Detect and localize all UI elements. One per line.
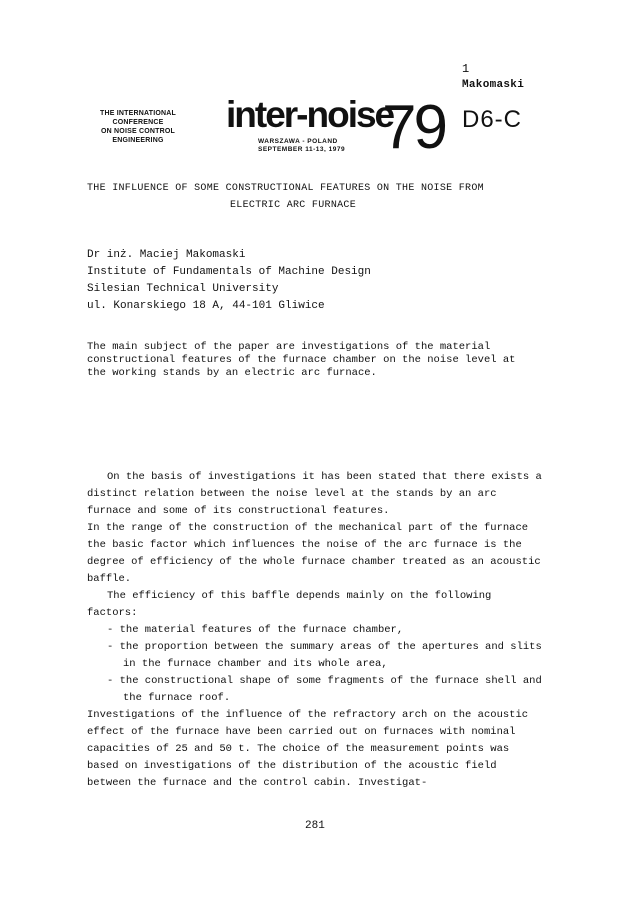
page-number-top: 1 [462, 62, 470, 76]
conference-org [88, 109, 188, 145]
author-address: ul. Konarskiego 18 A, 44-101 Gliwice [87, 300, 325, 312]
conference-org-line: THE INTERNATIONAL [100, 110, 176, 117]
conference-org-line: ENGINEERING [112, 137, 164, 144]
body-paragraph: Investigations of the influence of the refractory arch on the acoustic effect of the furnace have been carried out on furnaces with nominal capacities of 25 and 50 t. The choice of the measurement points was based on investigations of the distribution of the acoustic field between the furnace and the control cabin. Investigat- [87, 709, 529, 789]
body-paragraph: The efficiency of this baffle depends mainly on the following factors: [87, 590, 492, 619]
body-paragraph: On the basis of investigations it has been stated that there exists a distinct relation between the noise level at the stands by an arc furnace and some of its constructional features. [87, 471, 542, 517]
session-code: D6-C [462, 106, 523, 133]
paper-title-line1: THE INFLUENCE OF SOME CONSTRUCTIONAL FEATURES ON THE NOISE FROM [87, 183, 484, 194]
list-item: - the constructional shape of some fragments of the furnace shell and the furnace roof. [107, 675, 542, 704]
conference-org-line: CONFERENCE [112, 119, 164, 126]
conference-year: 79 [382, 93, 445, 162]
page-number-bottom: 281 [305, 820, 325, 832]
conference-location-line: SEPTEMBER 11-13, 1979 [258, 146, 346, 153]
conference-location [258, 138, 345, 154]
abstract: The main subject of the paper are investigations of the material constructional features of the furnace chamber on the noise level at the working stands by an electric arc furnace. [87, 341, 516, 379]
author-name: Dr inż. Maciej Makomaski [87, 249, 246, 261]
author-affiliation: Silesian Technical University [87, 283, 279, 295]
running-author: Makomaski [462, 79, 525, 91]
author-block [87, 247, 371, 315]
list-item: - the material features of the furnace chamber, [107, 624, 404, 636]
body-text [87, 469, 542, 792]
conference-logo: inter-noise [226, 94, 394, 135]
list-item: - the proportion between the summary areas of the apertures and slits in the furnace chamber and its whole area, [107, 641, 542, 670]
paper-title-line2: ELECTRIC ARC FURNACE [230, 200, 357, 211]
conference-location-line: WARSZAWA - POLAND [258, 138, 338, 145]
body-paragraph: In the range of the construction of the mechanical part of the furnace the basic factor which influences the noise of the arc furnace is the degree of efficiency of the whole furnace chamber treated as an acoustic baffle. [87, 522, 541, 585]
author-affiliation: Institute of Fundamentals of Machine Design [87, 266, 371, 278]
paper-title [87, 180, 484, 214]
conference-org-line: ON NOISE CONTROL [101, 128, 175, 135]
